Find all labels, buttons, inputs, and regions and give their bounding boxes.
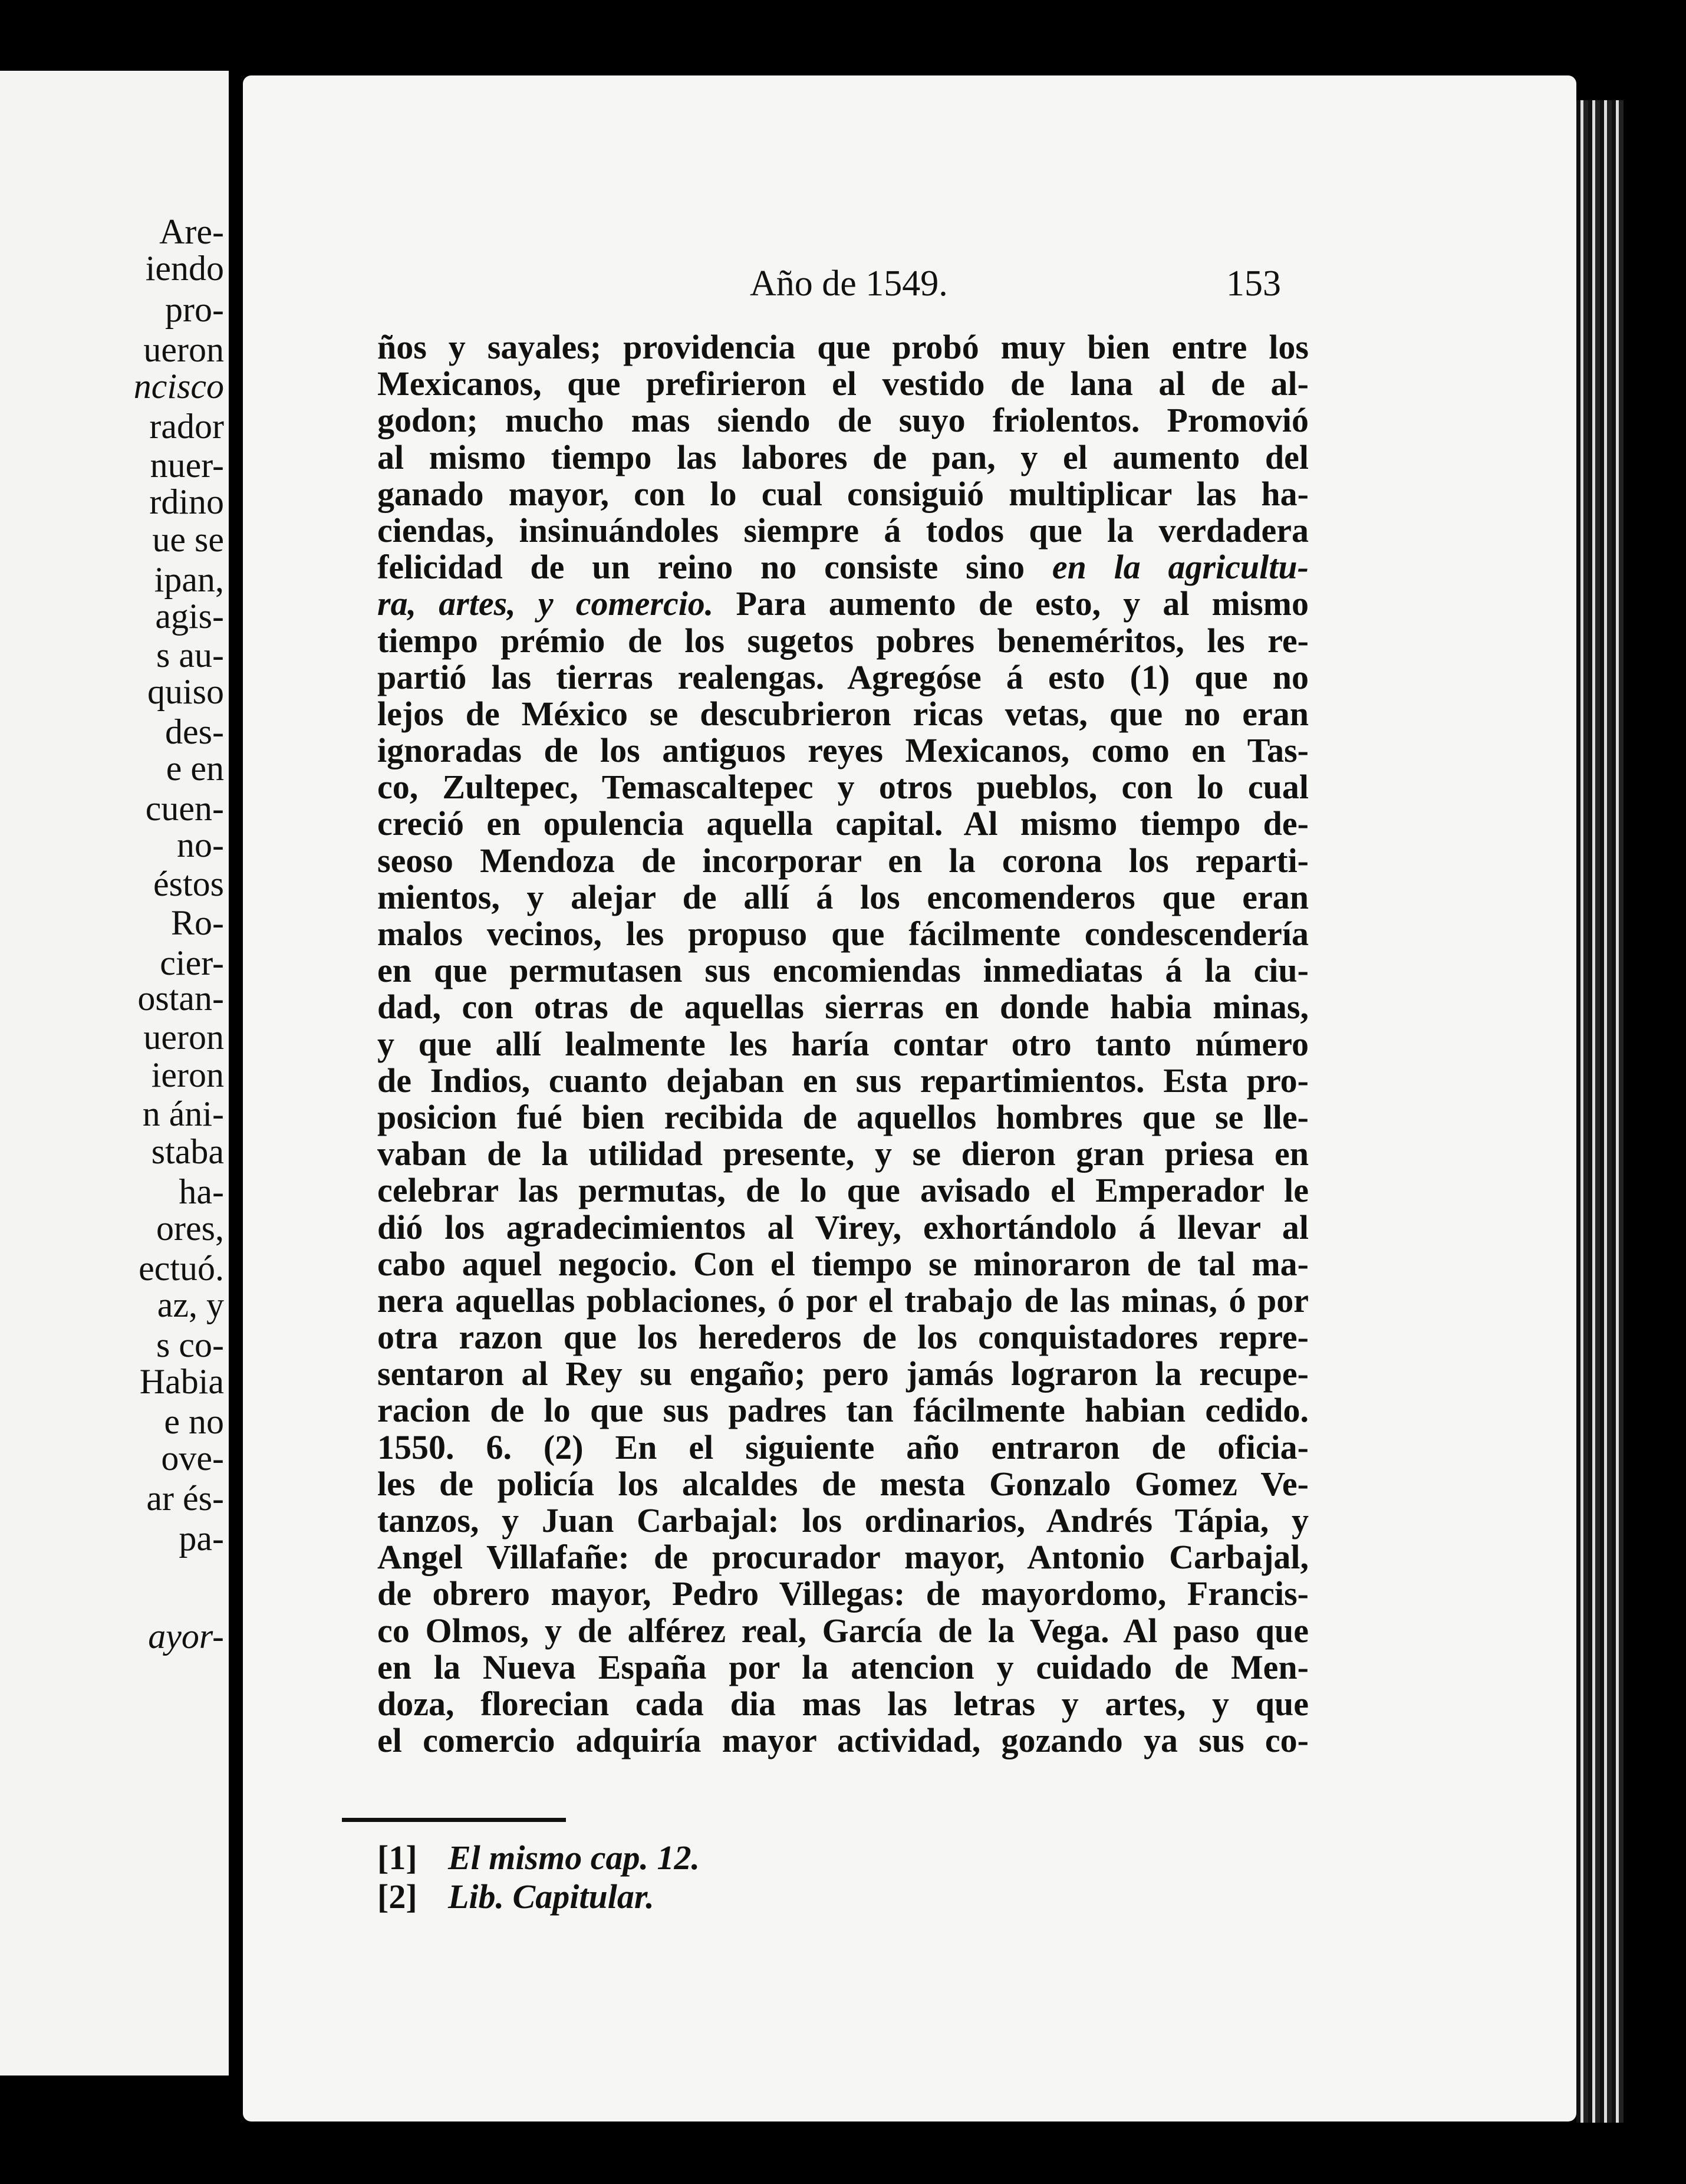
text-line: ra, artes, y comercio. Para aumento de esto, y al mismo	[377, 584, 1309, 623]
footnote	[377, 1877, 700, 1916]
facing-page-fragment: quiso	[147, 672, 224, 711]
text-line: co, Zultepec, Temascaltepec y otros pueblos, con lo cual	[377, 768, 1309, 807]
facing-page-fragment: ueron	[143, 330, 224, 369]
book-page	[243, 75, 1576, 2121]
text-line: partió las tierras realengas. Agregóse á esto (1) que no	[377, 657, 1309, 696]
facing-page-left	[0, 71, 229, 2076]
footnote-text: Lib. Capitular.	[448, 1877, 654, 1916]
facing-page-fragment: no-	[177, 825, 224, 864]
text-line: mientos, y alejar de allí á los encomenderos que eran	[377, 877, 1309, 916]
facing-page-fragment: e no	[164, 1402, 224, 1441]
facing-page-fragment: cier-	[160, 943, 224, 982]
text-line: tanzos, y Juan Carbajal: los ordinarios, Andrés Tápia, y	[377, 1501, 1309, 1540]
facing-page-fragment: rdino	[149, 482, 224, 521]
text-line: les de policía los alcaldes de mesta Gonzalo Gomez Ve-	[377, 1464, 1309, 1503]
text-line: dió los agradecimientos al Virey, exhortándolo á llevar al	[377, 1208, 1309, 1246]
text-line: lejos de México se descubrieron ricas vetas, que no eran	[377, 694, 1309, 733]
text-line: y que allí lealmente les haría contar otro tanto número	[377, 1024, 1309, 1063]
facing-page-fragment: staba	[151, 1132, 224, 1171]
text-line: felicidad de un reino no consiste sino en la agricultu-	[377, 548, 1309, 587]
page-edges	[1576, 100, 1624, 2123]
text-line: sentaron al Rey su engaño; pero jamás lograron la recupe-	[377, 1354, 1309, 1393]
facing-page-fragment: iendo	[145, 249, 224, 288]
text-line: Mexicanos, que prefirieron el vestido de lana al de al-	[377, 364, 1309, 403]
text-line: godon; mucho mas siendo de suyo friolentos. Promovió	[377, 401, 1309, 440]
facing-page-fragment: agis-	[155, 597, 224, 636]
text-line: de obrero mayor, Pedro Villegas: de mayordomo, Francis-	[377, 1574, 1309, 1613]
footnote-marker: [2]	[377, 1877, 417, 1916]
emphasis: en la agricultu-	[1052, 548, 1309, 587]
text-line: creció en opulencia aquella capital. Al mismo tiempo de-	[377, 804, 1309, 843]
body-text	[377, 329, 1309, 1759]
text-line: tiempo prémio de los sugetos pobres beneméritos, les re-	[377, 621, 1309, 660]
text-line: malos vecinos, les propuso que fácilmente condescendería	[377, 915, 1309, 953]
text-line: co Olmos, y de alférez real, García de la Vega. Al paso que	[377, 1611, 1309, 1650]
footnote-text: El mismo cap.	[448, 1838, 648, 1877]
footnotes	[377, 1838, 700, 1916]
footnote-marker: [1]	[377, 1838, 417, 1877]
text-line: en que permutasen sus encomiendas inmediatas á la ciu-	[377, 951, 1309, 990]
text-line: en la Nueva España por la atencion y cuidado de Men-	[377, 1647, 1309, 1686]
facing-page-fragment: ha-	[179, 1172, 224, 1211]
text-line: dad, con otras de aquellas sierras en donde habia minas,	[377, 988, 1309, 1027]
text-line: racion de lo que sus padres tan fácilmente habian cedido.	[377, 1391, 1309, 1430]
facing-page-fragment: ieron	[151, 1055, 224, 1094]
text-line: nera aquellas poblaciones, ó por el trabajo de las minas, ó por	[377, 1281, 1309, 1320]
facing-page-fragment: az, y	[157, 1285, 224, 1324]
facing-page-fragment: éstos	[153, 864, 224, 903]
text-line: al mismo tiempo las labores de pan, y el aumento del	[377, 438, 1309, 476]
emphasis: ra, artes, y comercio.	[377, 584, 714, 623]
text-line: ignoradas de los antiguos reyes Mexicanos, como en Tas-	[377, 731, 1309, 770]
text-line: otra razon que los herederos de los conquistadores repre-	[377, 1318, 1309, 1357]
running-head: Año de 1549.	[750, 264, 948, 304]
facing-page-fragment: pro-	[165, 290, 224, 329]
page-number: 153	[1226, 264, 1281, 304]
text-line: cabo aquel negocio. Con el tiempo se minoraron de tal ma-	[377, 1244, 1309, 1283]
facing-page-fragment: pa-	[179, 1519, 224, 1558]
facing-page-fragment: s co-	[156, 1325, 224, 1364]
footnote-text-plain: 12.	[648, 1838, 700, 1877]
facing-page-fragment: s au-	[156, 636, 224, 675]
facing-page-fragment: Ro-	[171, 903, 224, 942]
facing-page-fragment: ove-	[161, 1439, 224, 1478]
facing-page-fragment: rador	[149, 407, 224, 446]
text-line: 1550. 6. (2) En el siguiente año entraron de oficia-	[377, 1428, 1309, 1466]
facing-page-fragment: ipan,	[154, 560, 224, 599]
facing-page-fragment: des-	[165, 712, 224, 751]
text-line: ños y sayales; providencia que probó muy bien entre los	[377, 328, 1309, 366]
facing-page-fragment: ncisco	[133, 367, 224, 406]
facing-page-fragment: ayor-	[148, 1617, 224, 1656]
facing-page-fragment: ueron	[143, 1018, 224, 1057]
text-line: vaban de la utilidad presente, y se dieron gran priesa en	[377, 1134, 1309, 1173]
facing-page-fragment: ar és-	[146, 1479, 224, 1518]
footnote-rule	[342, 1818, 566, 1822]
facing-page-fragment: ostan-	[137, 979, 224, 1018]
text-line: el comercio adquiría mayor actividad, gozando ya sus co-	[377, 1721, 1309, 1760]
facing-page-fragment: Are-	[159, 212, 224, 251]
facing-page-fragment: ue se	[152, 520, 224, 559]
facing-page-fragment: Habia	[139, 1362, 224, 1401]
text-line: de Indios, cuanto dejaban en sus repartimientos. Esta pro-	[377, 1061, 1309, 1100]
text-line: ciendas, insinuándoles siempre á todos que la verdadera	[377, 511, 1309, 550]
footnote	[377, 1838, 700, 1877]
facing-page-fragment: e en	[166, 749, 224, 788]
facing-page-fragment: nuer-	[150, 446, 224, 485]
text-line: celebrar las permutas, de lo que avisado el Emperador le	[377, 1171, 1309, 1210]
text-line: Angel Villafañe: de procurador mayor, Antonio Carbajal,	[377, 1538, 1309, 1577]
facing-page-fragment: ectuó.	[139, 1249, 224, 1288]
facing-page-fragment: ores,	[156, 1209, 224, 1248]
text-line: ganado mayor, con lo cual consiguió multiplicar las ha-	[377, 474, 1309, 513]
text-line: seoso Mendoza de incorporar en la corona los reparti-	[377, 841, 1309, 880]
facing-page-fragment: cuen-	[145, 789, 224, 828]
text-line: doza, florecian cada dia mas las letras y artes, y que	[377, 1684, 1309, 1723]
facing-page-fragment: n áni-	[142, 1094, 224, 1133]
text-line: posicion fué bien recibida de aquellos hombres que se lle-	[377, 1097, 1309, 1136]
